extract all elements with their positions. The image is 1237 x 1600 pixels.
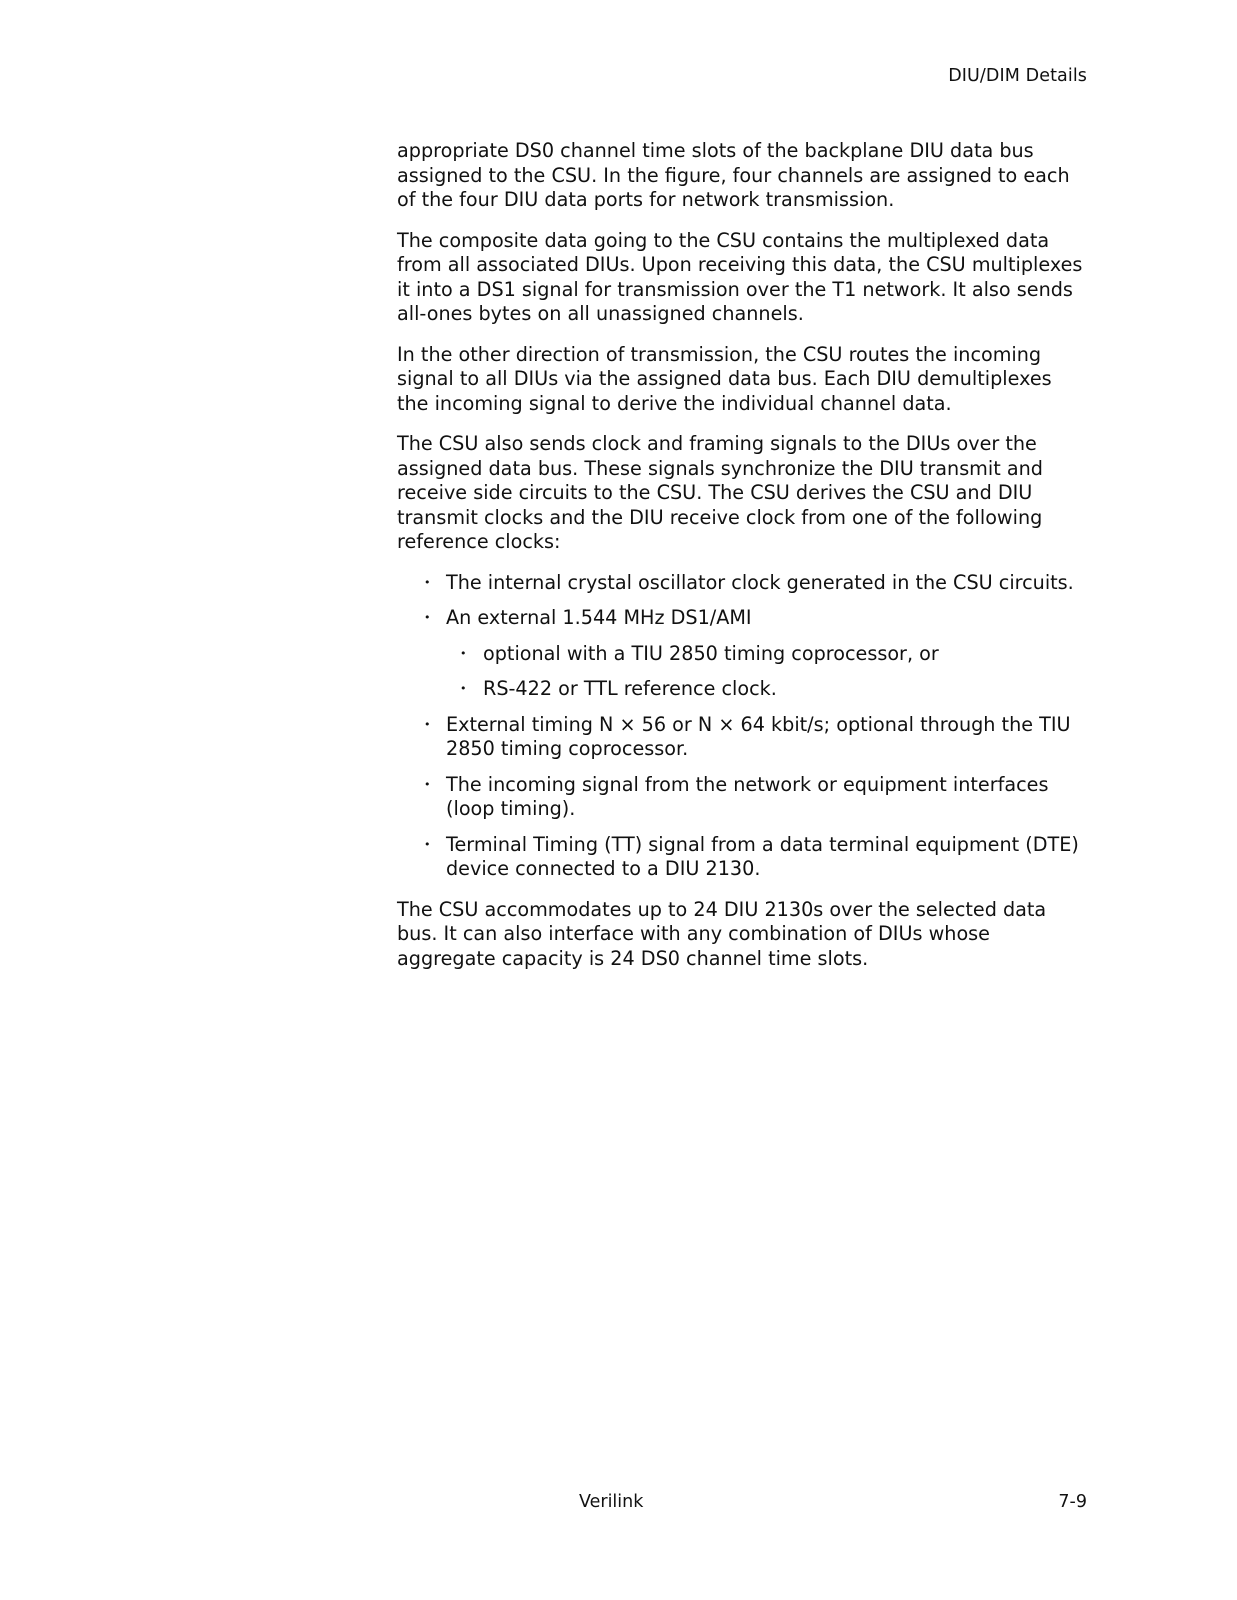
list-item-text: The incoming signal from the network or equipment interfaces (loop timing). — [446, 772, 1049, 820]
list-item — [397, 773, 1087, 822]
bullet-icon: • — [424, 837, 431, 851]
list-item-text: External timing N × 56 or N × 64 kbit/s; optional through the TIU 2850 timing coprocessor. — [446, 712, 1071, 760]
bullet-icon: • — [424, 575, 431, 589]
footer-company: Verilink — [579, 1492, 644, 1512]
list-item-text: The internal crystal oscillator clock generated in the CSU circuits. — [446, 570, 1074, 594]
paragraph: The composite data going to the CSU contains the multiplexed data from all associated DIUs. Upon receiving this data, the CSU multiplexes it into a DS1 signal for transmission over the T1 network. It also sends all-ones bytes on all unassigned channels. — [397, 228, 1083, 325]
sub-list-item-text: RS-422 or TTL reference clock. — [483, 677, 777, 700]
page-number: 7-9 — [1058, 1492, 1087, 1512]
reference-clock-list — [397, 571, 1087, 882]
bullet-icon: • — [424, 717, 431, 731]
list-item — [397, 713, 1087, 762]
running-header: DIU/DIM Details — [948, 66, 1087, 86]
sub-list-item-text: optional with a TIU 2850 timing coprocessor, or — [483, 641, 939, 665]
bullet-icon: • — [424, 777, 431, 791]
body-text — [397, 139, 1087, 987]
bullet-icon: • — [424, 611, 431, 624]
list-item-text: Terminal Timing (TT) signal from a data terminal equipment (DTE) device connected to a DIU 2130. — [446, 832, 1079, 880]
sub-list-item — [446, 677, 1087, 702]
bullet-icon: • — [460, 682, 467, 695]
list-item — [397, 833, 1087, 882]
paragraph: In the other direction of transmission, the CSU routes the incoming signal to all DIUs via the assigned data bus. Each DIU demultiplexes the incoming signal to derive the individual channel data. — [397, 342, 1052, 415]
sub-list — [446, 642, 1087, 702]
paragraph: appropriate DS0 channel time slots of the backplane DIU data bus assigned to the CSU. In the figure, four channels are assigned to each of the four DIU data ports for network transmission. — [397, 139, 1070, 211]
list-item — [397, 571, 1087, 596]
bullet-icon: • — [460, 646, 467, 660]
sub-list-item — [446, 642, 1087, 667]
list-item — [397, 606, 1087, 702]
paragraph: The CSU also sends clock and framing signals to the DIUs over the assigned data bus. These signals synchronize the DIU transmit and receive side circuits to the CSU. The CSU derives the CSU and DIU transmit clocks and the DIU receive clock from one of the following reference clocks: — [397, 432, 1043, 553]
paragraph: The CSU accommodates up to 24 DIU 2130s over the selected data bus. It can also interface with any combination of DIUs whose aggregate capacity is 24 DS0 channel time slots. — [397, 897, 1047, 970]
list-item-text: An external 1.544 MHz DS1/AMI — [446, 606, 752, 629]
